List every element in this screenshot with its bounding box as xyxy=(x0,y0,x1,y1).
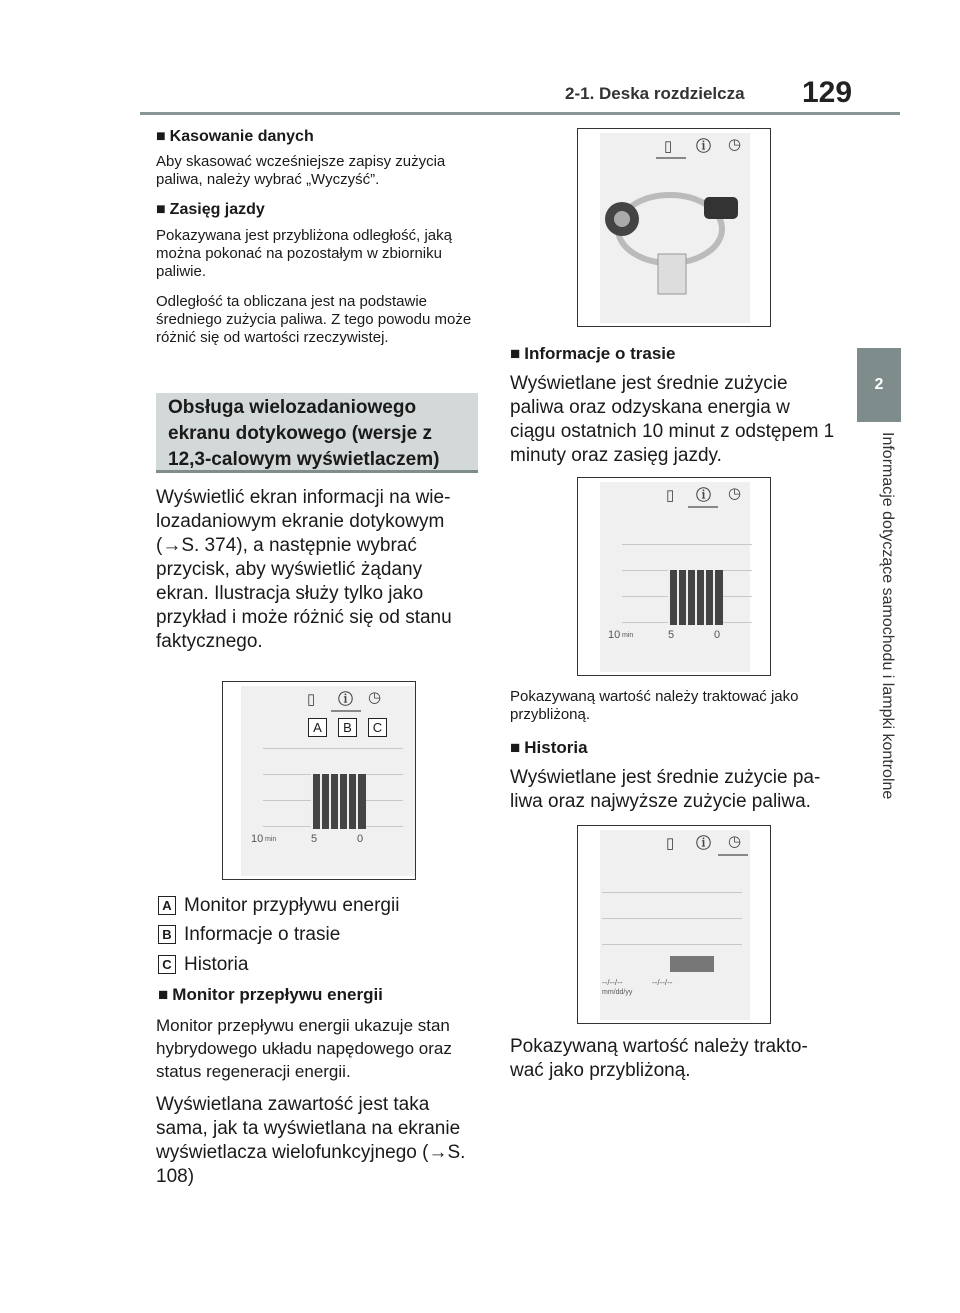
axis-date-format: mm/dd/yy xyxy=(602,989,633,996)
info-icon: ⓘ xyxy=(696,835,712,852)
chapter-tab: 2 xyxy=(857,348,901,422)
subheading-historia: ■ Historia xyxy=(510,738,588,758)
grid-line xyxy=(602,892,742,893)
legend-item-c: C Historia xyxy=(158,953,248,977)
axis-label-5: 5 xyxy=(668,629,675,641)
info-icon: ⓘ xyxy=(696,138,712,155)
history-bar xyxy=(670,956,714,972)
axis-label-min: min xyxy=(265,836,277,843)
legend-key-a: A xyxy=(158,896,176,915)
note-trasa: Pokazywaną wartość należy traktować jako przybliżoną. xyxy=(510,688,799,723)
figure-history xyxy=(577,825,771,1024)
legend-key-b: B xyxy=(158,925,176,944)
engine-icon xyxy=(704,197,738,219)
active-tab-underline xyxy=(688,506,718,508)
subheading-kasowanie: ■ Kasowanie danych xyxy=(156,128,314,146)
axis-date-2: --/--/-- xyxy=(652,978,673,987)
clock-icon: ◷ xyxy=(368,689,382,706)
note-historia: Pokazywaną wartość należy traktować jako przybliżoną. xyxy=(510,1036,808,1081)
subheading-trasa: ■ Informacje o trasie xyxy=(510,344,675,364)
axis-date-1: --/--/-- xyxy=(602,978,623,987)
clock-icon: ◷ xyxy=(728,833,742,850)
section-heading: Obsługa wielozadaniowego ekranu dotykowego (wersje z 12,3-calowym wyświetlaczem) xyxy=(156,393,478,473)
text-monitor-2: Wyświetlana zawartość jest taka sama, jak ta wyświetlana na ekranie wyświetlacza wielofunkcyjnego (→S. 108) xyxy=(156,1094,466,1187)
figure-energy-monitor xyxy=(577,128,771,327)
active-tab-underline xyxy=(331,710,361,712)
grid-line xyxy=(602,944,742,945)
chart-bar xyxy=(356,774,366,829)
text-monitor-1: Monitor przepływu energii ukazuje stan hybrydowego układu napędowego oraz status regeneracji energii. xyxy=(156,1016,452,1081)
axis-label-10: 10 xyxy=(608,629,621,641)
axis-label-min: min xyxy=(622,632,634,639)
chapter-title: 2-1. Deska rozdzielcza xyxy=(565,84,745,103)
axis-label-0: 0 xyxy=(714,629,721,641)
figure-trip-info-tabs xyxy=(222,681,416,880)
label-c: C xyxy=(368,718,387,737)
page-number: 129 xyxy=(802,76,853,109)
axis-label-0: 0 xyxy=(357,833,364,845)
legend-key-c: C xyxy=(158,955,176,974)
fuel-pump-icon: ▯ xyxy=(666,487,675,504)
chart-bar xyxy=(713,570,723,625)
fuel-pump-icon: ▯ xyxy=(307,691,316,708)
legend-item-a: A Monitor przypływu energii xyxy=(158,894,399,918)
text-historia: Wyświetlane jest średnie zużycie paliwa oraz najwyższe zużycie paliwa. xyxy=(510,767,821,812)
chapter-side-label: Informacje dotyczące samochodu i lampki kontrolne xyxy=(879,432,896,800)
text-trasa: Wyświetlane jest średnie zużycie paliwa oraz odzyskana energia w ciągu ostatnich 10 minut z odstępem 1 minuty oraz zasięg jazdy. xyxy=(510,373,835,466)
text-kasowanie: Aby skasować wcześniejsze zapisy zużycia paliwa, należy wybrać „Wyczyść”. xyxy=(156,153,446,188)
subheading-monitor: ■ Monitor przepływu energii xyxy=(158,985,383,1005)
legend-item-b: B Informacje o trasie xyxy=(158,923,340,947)
active-tab-underline xyxy=(718,854,748,856)
header-rule xyxy=(140,112,900,115)
battery-icon xyxy=(658,254,686,294)
info-icon: ⓘ xyxy=(696,487,712,504)
grid-line xyxy=(263,748,403,749)
fuel-pump-icon: ▯ xyxy=(666,835,675,852)
active-tab-underline xyxy=(656,157,686,159)
grid-line xyxy=(602,918,742,919)
clock-icon: ◷ xyxy=(728,485,742,502)
text-zasieg-1: Pokazywana jest przybliżona odległość, jaką można pokonać na pozostałym w zbiorniku paliwie. xyxy=(156,227,452,280)
label-b: B xyxy=(338,718,357,737)
label-a: A xyxy=(308,718,327,737)
energy-flow-diagram xyxy=(600,169,750,319)
grid-line xyxy=(622,544,752,545)
figure-trip-info xyxy=(577,477,771,676)
axis-label-5: 5 xyxy=(311,833,318,845)
wheel-hub xyxy=(614,211,630,227)
info-icon: ⓘ xyxy=(338,691,354,708)
subheading-zasieg: ■ Zasięg jazdy xyxy=(156,201,265,219)
intro-text: Wyświetlić ekran informacji na wielozadaniowym ekranie dotykowym (→S. 374), a następnie wybrać przycisk, aby wyświetlić żądany ekran. Ilustracja służy tylko jako przykład i może różnić się od stanu faktycznego. xyxy=(156,487,452,652)
axis-label-10: 10 xyxy=(251,833,264,845)
clock-icon: ◷ xyxy=(728,136,742,153)
fuel-pump-icon: ▯ xyxy=(664,138,673,155)
text-zasieg-2: Odległość ta obliczana jest na podstawie średniego zużycia paliwa. Z tego powodu może różnić się od wartości rzeczywistej. xyxy=(156,293,472,346)
